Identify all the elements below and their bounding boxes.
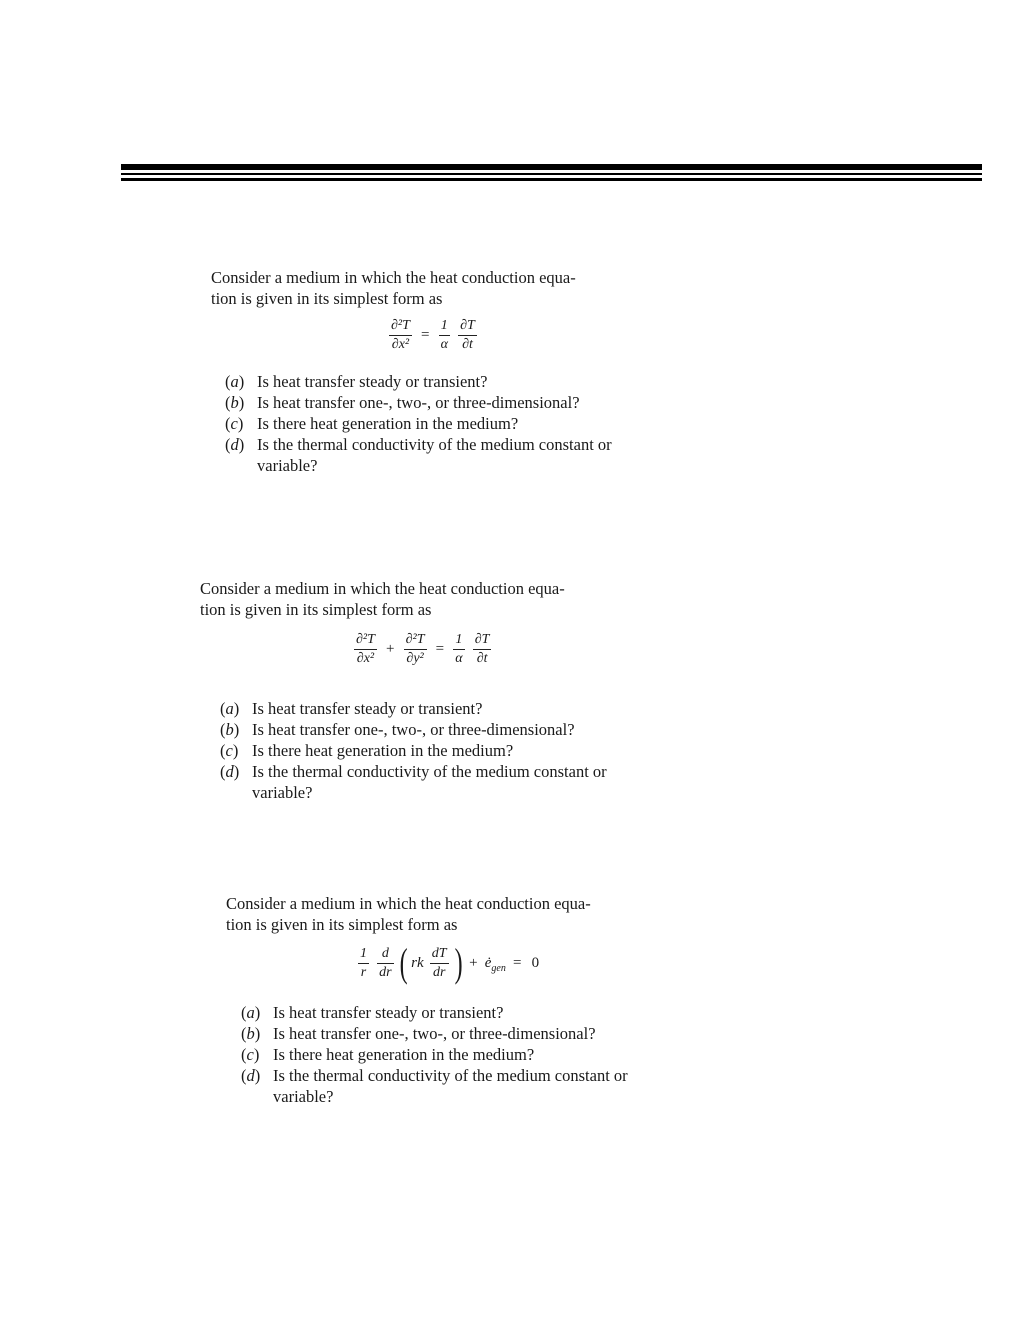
header-rule-thin bbox=[121, 178, 982, 181]
problem-intro bbox=[200, 578, 620, 620]
question-d: (d) Is the thermal conductivity of the medium constant or variable? bbox=[225, 435, 612, 475]
header-rule-middle bbox=[121, 173, 982, 175]
equals-sign: = bbox=[513, 954, 522, 971]
equals-sign: = bbox=[435, 641, 445, 657]
d-dr: $\frac{d}{dr}$ bbox=[379, 945, 392, 980]
second-derivative-y: $\frac{\text{∂²T}}{\text{∂y²}}$ bbox=[405, 632, 425, 666]
question-list bbox=[241, 1002, 701, 1107]
question-c: (c) Is there heat generation in the medium? bbox=[225, 414, 519, 433]
right-paren: ) bbox=[454, 940, 463, 985]
inverse-r: $\frac{1}{r}$ bbox=[360, 945, 367, 980]
intro-line-2: tion is given in its simplest form as bbox=[211, 289, 443, 308]
heat-generation-term: $ė_{gen}$ bbox=[484, 954, 506, 974]
time-derivative: $\frac{\partial T}{\partial t}$ bbox=[474, 632, 490, 666]
problem-1 bbox=[211, 267, 631, 475]
question-list bbox=[220, 698, 680, 803]
time-derivative: $\frac{\partial T}{\partial t}$ bbox=[460, 318, 475, 352]
header-rule-thick bbox=[121, 164, 982, 170]
equals-sign: = bbox=[421, 327, 430, 343]
heat-equation-1d bbox=[387, 318, 479, 353]
question-b: (b) Is heat transfer one-, two-, or three-dimensional? bbox=[241, 1024, 596, 1043]
left-paren: ( bbox=[399, 940, 408, 985]
question-list bbox=[225, 371, 685, 476]
question-c: (c) Is there heat generation in the medium? bbox=[220, 741, 514, 760]
question-b: (b) Is heat transfer one-, two-, or three-dimensional? bbox=[220, 720, 575, 739]
intro-line-1: Consider a medium in which the heat conduction equa- bbox=[211, 268, 576, 287]
heat-equation-cylindrical bbox=[356, 940, 542, 985]
intro-line-1: Consider a medium in which the heat conduction equa- bbox=[200, 579, 565, 598]
problem-intro bbox=[211, 267, 631, 309]
intro-line-1: Consider a medium in which the heat conduction equa- bbox=[226, 894, 591, 913]
question-a: (a) Is heat transfer steady or transient? bbox=[241, 1003, 504, 1022]
dT-dr: $\frac{dT}{dr}$ bbox=[431, 945, 447, 980]
inverse-alpha: $\frac{1}{\alpha}$ bbox=[440, 318, 448, 352]
problem-3 bbox=[226, 893, 646, 1106]
problem-intro bbox=[226, 893, 646, 935]
question-d: (d) Is the thermal conductivity of the medium constant or variable? bbox=[220, 762, 607, 802]
problem-2 bbox=[200, 578, 620, 802]
intro-line-2: tion is given in its simplest form as bbox=[200, 600, 432, 619]
second-derivative-x: $\frac{\text{∂²T}}{\text{∂x²}}$ bbox=[356, 632, 375, 666]
question-a: (a) Is heat transfer steady or transient? bbox=[225, 372, 488, 391]
zero: 0 bbox=[531, 954, 540, 971]
question-a: (a) Is heat transfer steady or transient? bbox=[220, 699, 483, 718]
rk-term: rk bbox=[411, 954, 424, 971]
question-b: (b) Is heat transfer one-, two-, or three-dimensional? bbox=[225, 393, 580, 412]
question-c: (c) Is there heat generation in the medium? bbox=[241, 1045, 535, 1064]
question-d: (d) Is the thermal conductivity of the medium constant or variable? bbox=[241, 1066, 628, 1106]
plus-sign: + bbox=[386, 641, 395, 657]
inverse-alpha: $\frac{1}{\alpha}$ bbox=[455, 632, 463, 666]
plus-sign: + bbox=[469, 954, 478, 971]
heat-equation-2d bbox=[352, 632, 493, 667]
intro-line-2: tion is given in its simplest form as bbox=[226, 915, 458, 934]
second-derivative-x: $\frac{\text{∂²T}}{\text{∂x²}}$ bbox=[391, 318, 410, 352]
